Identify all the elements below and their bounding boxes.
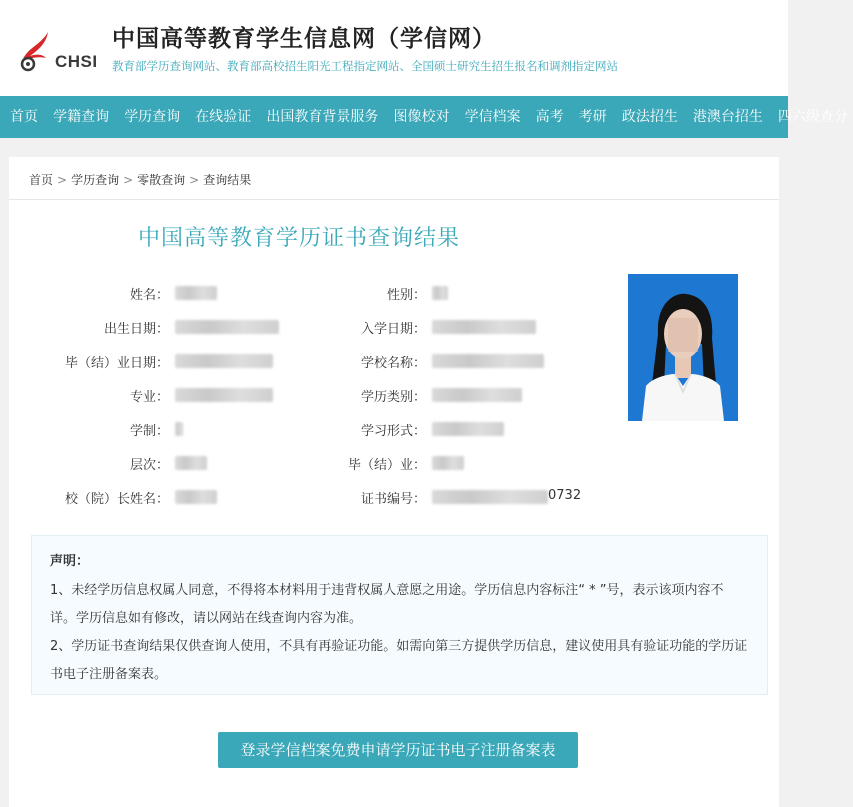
label-gender: 性别： xyxy=(386,288,426,303)
value-study-form-redacted xyxy=(432,422,504,436)
label-graduation-date: 毕（结）业日期： xyxy=(64,356,169,371)
label-enroll-date: 入学日期： xyxy=(360,322,426,337)
site-title: 中国高等教育学生信息网（学信网） xyxy=(112,26,496,52)
nav-item-degree-query[interactable]: 学历查询 xyxy=(124,109,181,125)
value-gender-redacted xyxy=(432,286,448,300)
notice-title: 声明： xyxy=(50,554,90,569)
notice-box xyxy=(31,535,768,695)
chsi-logo-icon[interactable] xyxy=(18,28,60,72)
breadcrumb xyxy=(29,171,251,188)
value-edu-type-redacted xyxy=(432,388,522,402)
nav-item-image-proof[interactable]: 图像校对 xyxy=(393,109,450,125)
result-title: 中国高等教育学历证书查询结果 xyxy=(137,226,460,251)
value-duration-redacted xyxy=(175,422,183,436)
value-name-redacted xyxy=(175,286,217,300)
nav-item-student-status[interactable]: 学籍查询 xyxy=(53,109,110,125)
nav-item-archive[interactable]: 学信档案 xyxy=(464,109,521,125)
divider xyxy=(9,199,779,200)
breadcrumb-separator: > xyxy=(123,173,134,187)
label-cert-no: 证书编号： xyxy=(360,492,426,507)
student-photo xyxy=(628,274,738,421)
nav-item-hmt-enroll[interactable]: 港澳台招生 xyxy=(692,109,763,125)
breadcrumb-current: 查询结果 xyxy=(203,173,252,187)
value-cert-no-tail: 0732 xyxy=(548,488,582,503)
nav-item-online-verify[interactable]: 在线验证 xyxy=(195,109,252,125)
breadcrumb-separator: > xyxy=(57,173,68,187)
site-header xyxy=(0,0,788,96)
label-graduation-status: 毕（结）业： xyxy=(347,458,426,473)
value-cert-no-redacted xyxy=(432,490,548,504)
label-name: 姓名： xyxy=(129,288,169,303)
label-president: 校（院）长姓名： xyxy=(64,492,169,507)
value-enroll-date-redacted xyxy=(432,320,536,334)
breadcrumb-single-query[interactable]: 零散查询 xyxy=(137,173,186,187)
label-school-name: 学校名称： xyxy=(360,356,426,371)
value-graduation-status-redacted xyxy=(432,456,464,470)
nav-item-kaoyan[interactable]: 考研 xyxy=(578,109,607,125)
nav-item-gaokao[interactable]: 高考 xyxy=(535,109,564,125)
breadcrumb-degree-query[interactable]: 学历查询 xyxy=(71,173,120,187)
logo-text: CHSI xyxy=(55,52,98,71)
nav-item-overseas-service[interactable]: 出国教育背景服务 xyxy=(266,109,379,125)
notice-paragraph-2: 2、学历证书查询结果仅供查询人使用，不具有再验证功能。如需向第三方提供学历信息，建议使用具有验证功能的学历证书电子注册备案表。 xyxy=(50,639,748,682)
nav-item-cet-score[interactable]: 四六级查分 xyxy=(778,109,849,125)
value-graduation-date-redacted xyxy=(175,354,273,368)
label-edu-type: 学历类别： xyxy=(360,390,426,405)
value-level-redacted xyxy=(175,456,207,470)
nav-item-law-enroll[interactable]: 政法招生 xyxy=(621,109,678,125)
notice-paragraph-1: 1、未经学历信息权属人同意，不得将本材料用于违背权属人意愿之用途。学历信息内容标注“ * ”号，表示该项内容不详。学历信息如有修改，请以网站在线查询内容为准。 xyxy=(50,583,724,626)
breadcrumb-home[interactable]: 首页 xyxy=(29,173,54,187)
portrait-image xyxy=(628,274,738,421)
value-major-redacted xyxy=(175,388,273,402)
apply-record-button[interactable]: 登录学信档案免费申请学历证书电子注册备案表 xyxy=(218,732,578,768)
label-level: 层次： xyxy=(129,458,169,473)
label-study-form: 学习形式： xyxy=(360,424,426,439)
breadcrumb-separator: > xyxy=(189,173,200,187)
label-birth-date: 出生日期： xyxy=(103,322,169,337)
value-school-name-redacted xyxy=(432,354,544,368)
main-panel xyxy=(9,157,779,807)
label-major: 专业： xyxy=(129,390,169,405)
value-birth-date-redacted xyxy=(175,320,279,334)
value-president-redacted xyxy=(175,490,217,504)
label-duration: 学制： xyxy=(129,424,169,439)
site-subtitle: 教育部学历查询网站、教育部高校招生阳光工程指定网站、全国硕士研究生招生报名和调剂指定网站 xyxy=(112,59,618,73)
nav-item-home[interactable]: 首页 xyxy=(10,109,38,125)
main-nav xyxy=(0,96,849,138)
